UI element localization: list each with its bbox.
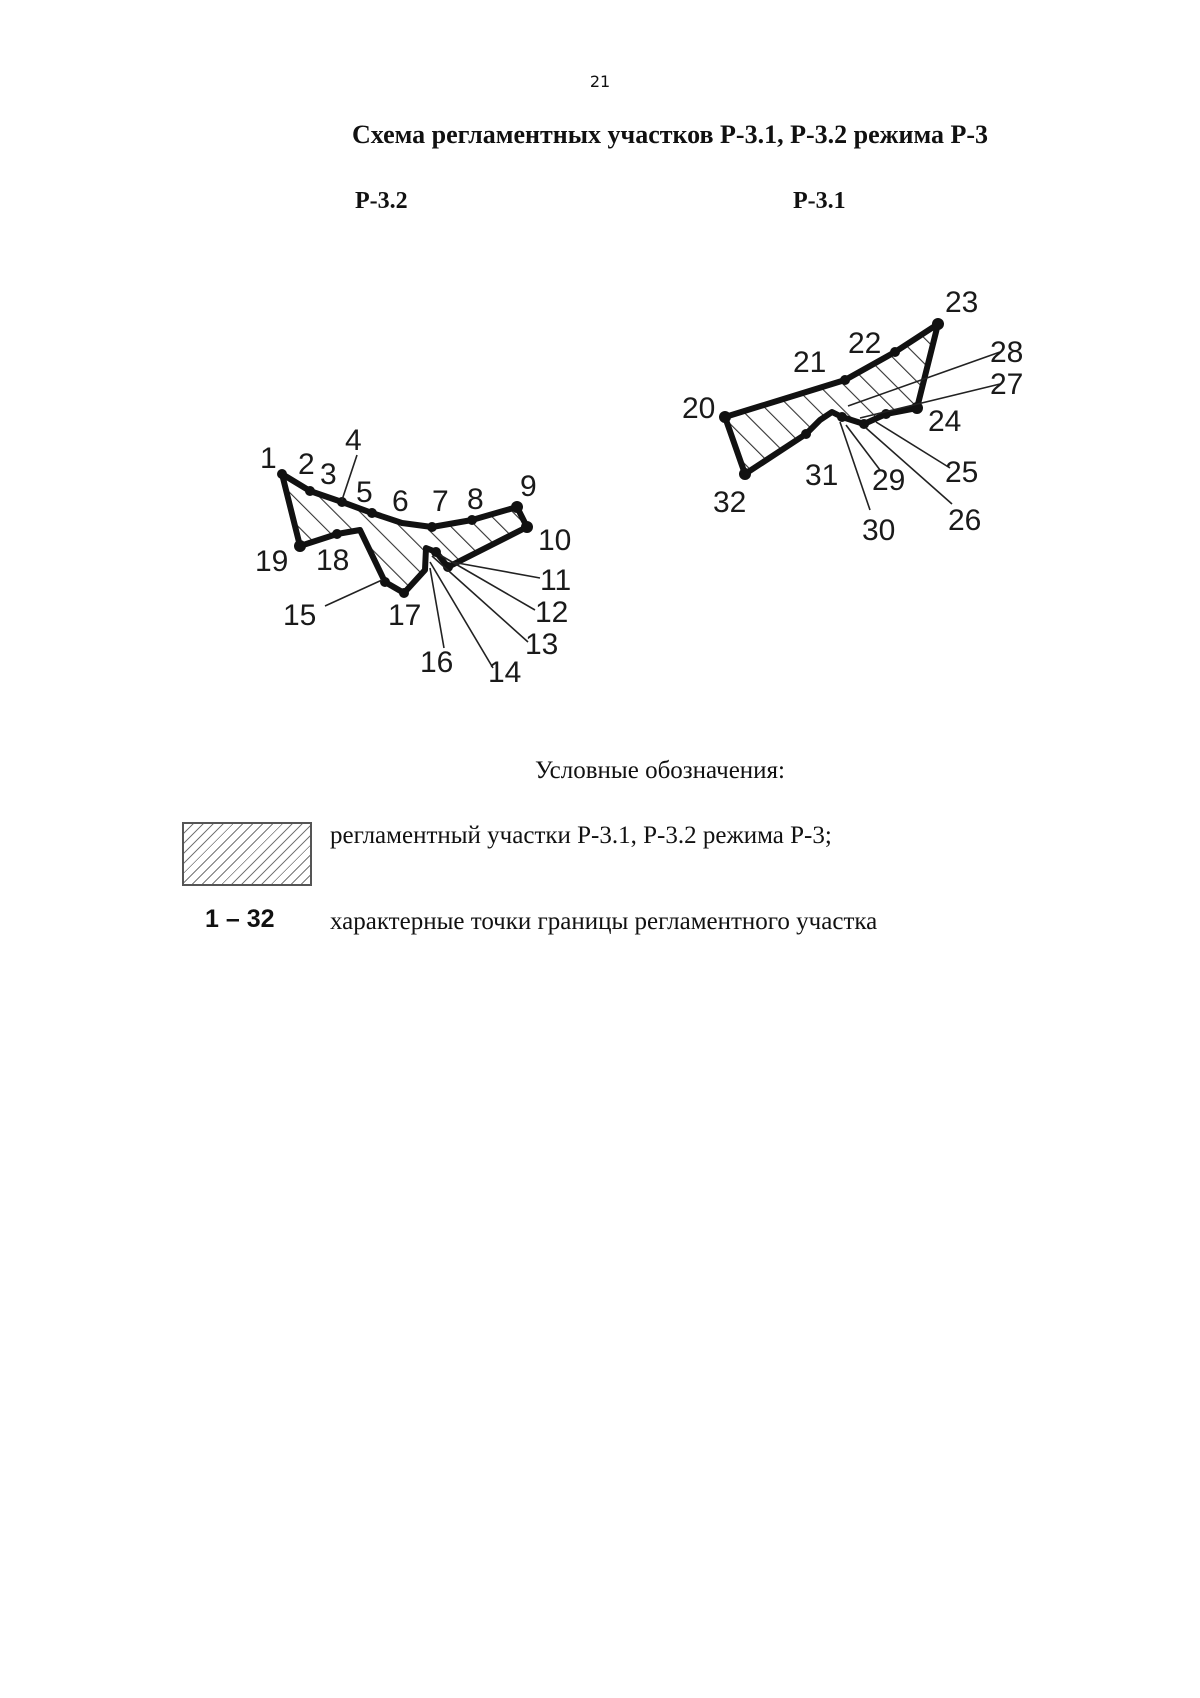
vertex-dot [399, 588, 409, 598]
page-number: 21 [589, 72, 611, 91]
leader-line-30 [840, 422, 870, 510]
legend-points-range: 1 – 32 [205, 905, 275, 933]
leader-line-15 [325, 580, 382, 606]
point-label-1: 1 [260, 442, 277, 475]
point-label-10: 10 [538, 524, 572, 557]
vertex-dot [305, 486, 315, 496]
point-label-31: 31 [805, 459, 839, 492]
point-label-32: 32 [713, 486, 747, 519]
point-label-26: 26 [948, 504, 982, 537]
point-label-8: 8 [467, 483, 484, 516]
point-label-4: 4 [345, 424, 362, 457]
plot-r31 [725, 324, 938, 474]
point-label-7: 7 [432, 485, 449, 518]
vertex-dot [840, 375, 850, 385]
vertex-dot [367, 508, 377, 518]
point-label-30: 30 [862, 514, 896, 547]
legend-heading: Условные обозначения: [534, 757, 786, 784]
vertex-dot [380, 577, 390, 587]
point-label-19: 19 [255, 545, 289, 578]
vertex-dot [837, 412, 847, 422]
legend-hatch-swatch [182, 822, 312, 886]
point-label-9: 9 [520, 470, 537, 503]
vertex-dot [521, 521, 533, 533]
point-label-27: 27 [990, 368, 1024, 401]
vertex-dot [277, 469, 287, 479]
vertex-dot [890, 347, 900, 357]
page-title: Схема регламентных участков Р-3.1, Р-3.2 режима Р-3 [351, 120, 989, 149]
vertex-dot [427, 522, 437, 532]
vertex-dot [294, 540, 306, 552]
point-label-20: 20 [682, 392, 716, 425]
point-label-6: 6 [392, 485, 409, 518]
vertex-dot [719, 411, 731, 423]
point-label-3: 3 [320, 458, 337, 491]
point-label-12: 12 [535, 596, 569, 629]
point-label-15: 15 [283, 599, 317, 632]
point-label-22: 22 [848, 327, 882, 360]
vertex-dot [739, 468, 751, 480]
point-label-11: 11 [540, 564, 572, 597]
point-label-2: 2 [298, 448, 315, 481]
point-label-25: 25 [945, 456, 979, 489]
point-label-29: 29 [872, 464, 906, 497]
point-label-28: 28 [990, 336, 1024, 369]
point-label-17: 17 [388, 599, 422, 632]
vertex-dot [859, 419, 869, 429]
vertex-dot [932, 318, 944, 330]
plot-r31-shape [725, 324, 938, 474]
vertex-dot [332, 529, 342, 539]
leader-line-13 [432, 556, 528, 642]
vertex-dot [467, 515, 477, 525]
point-label-24: 24 [928, 405, 962, 438]
vertex-dot [801, 429, 811, 439]
point-label-14: 14 [488, 656, 522, 689]
point-label-23: 23 [945, 286, 979, 319]
legend-hatch-description: регламентный участки Р-3.1, Р-3.2 режима Р-3; [330, 822, 832, 849]
point-label-16: 16 [420, 646, 454, 679]
section-label-r32: Р-3.2 [355, 188, 408, 214]
point-label-5: 5 [356, 476, 373, 509]
leader-line-4 [342, 455, 357, 500]
point-label-18: 18 [316, 544, 350, 577]
leader-line-16 [430, 568, 444, 648]
section-label-r31: Р-3.1 [793, 188, 846, 214]
legend-points-description: характерные точки границы регламентного участка [330, 908, 878, 935]
point-label-21: 21 [793, 346, 827, 379]
point-label-13: 13 [525, 628, 559, 661]
